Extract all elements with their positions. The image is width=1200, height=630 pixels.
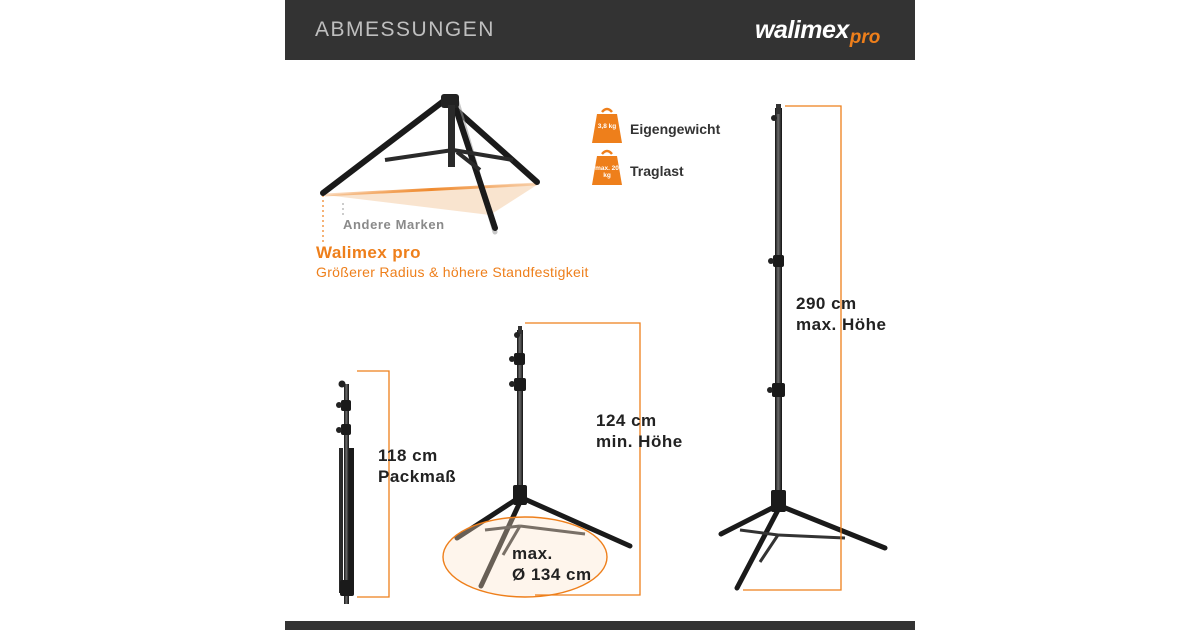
- base-diameter-label: [512, 543, 592, 585]
- max-height-label: [796, 293, 886, 335]
- pack-size-value: 118 cm: [378, 446, 438, 465]
- product-dimensions-panel: [285, 0, 915, 630]
- stand-max-height: [721, 104, 885, 590]
- base-diameter-value: Ø 134 cm: [512, 565, 592, 584]
- max-height-value: 290 cm: [796, 294, 857, 313]
- max-height-text: max. Höhe: [796, 315, 887, 334]
- pack-size-text: Packmaß: [378, 467, 457, 486]
- logo-sub-text: pro: [849, 27, 881, 48]
- footer-bar: [285, 621, 915, 630]
- other-brands-label: Andere Marken: [343, 217, 445, 232]
- badge-label-load-capacity: Traglast: [630, 163, 684, 179]
- logo-main-text: walimex: [755, 16, 849, 44]
- brand-subtitle: Größerer Radius & höhere Standfestigkeit: [316, 264, 589, 280]
- stand-packed: [336, 371, 389, 604]
- min-height-value: 124 cm: [596, 411, 657, 430]
- brand-title: Walimex pro: [316, 243, 421, 262]
- page-title: ABMESSUNGEN: [315, 18, 495, 41]
- min-height-text: min. Höhe: [596, 432, 683, 451]
- base-diameter-text: max.: [512, 544, 553, 563]
- badge-label-own-weight: Eigengewicht: [630, 121, 721, 137]
- weight-value: 3,8 kg: [597, 123, 617, 130]
- load-value: max. 20 kg: [595, 165, 619, 179]
- min-height-label: [596, 410, 683, 452]
- pack-size-label: [378, 445, 456, 487]
